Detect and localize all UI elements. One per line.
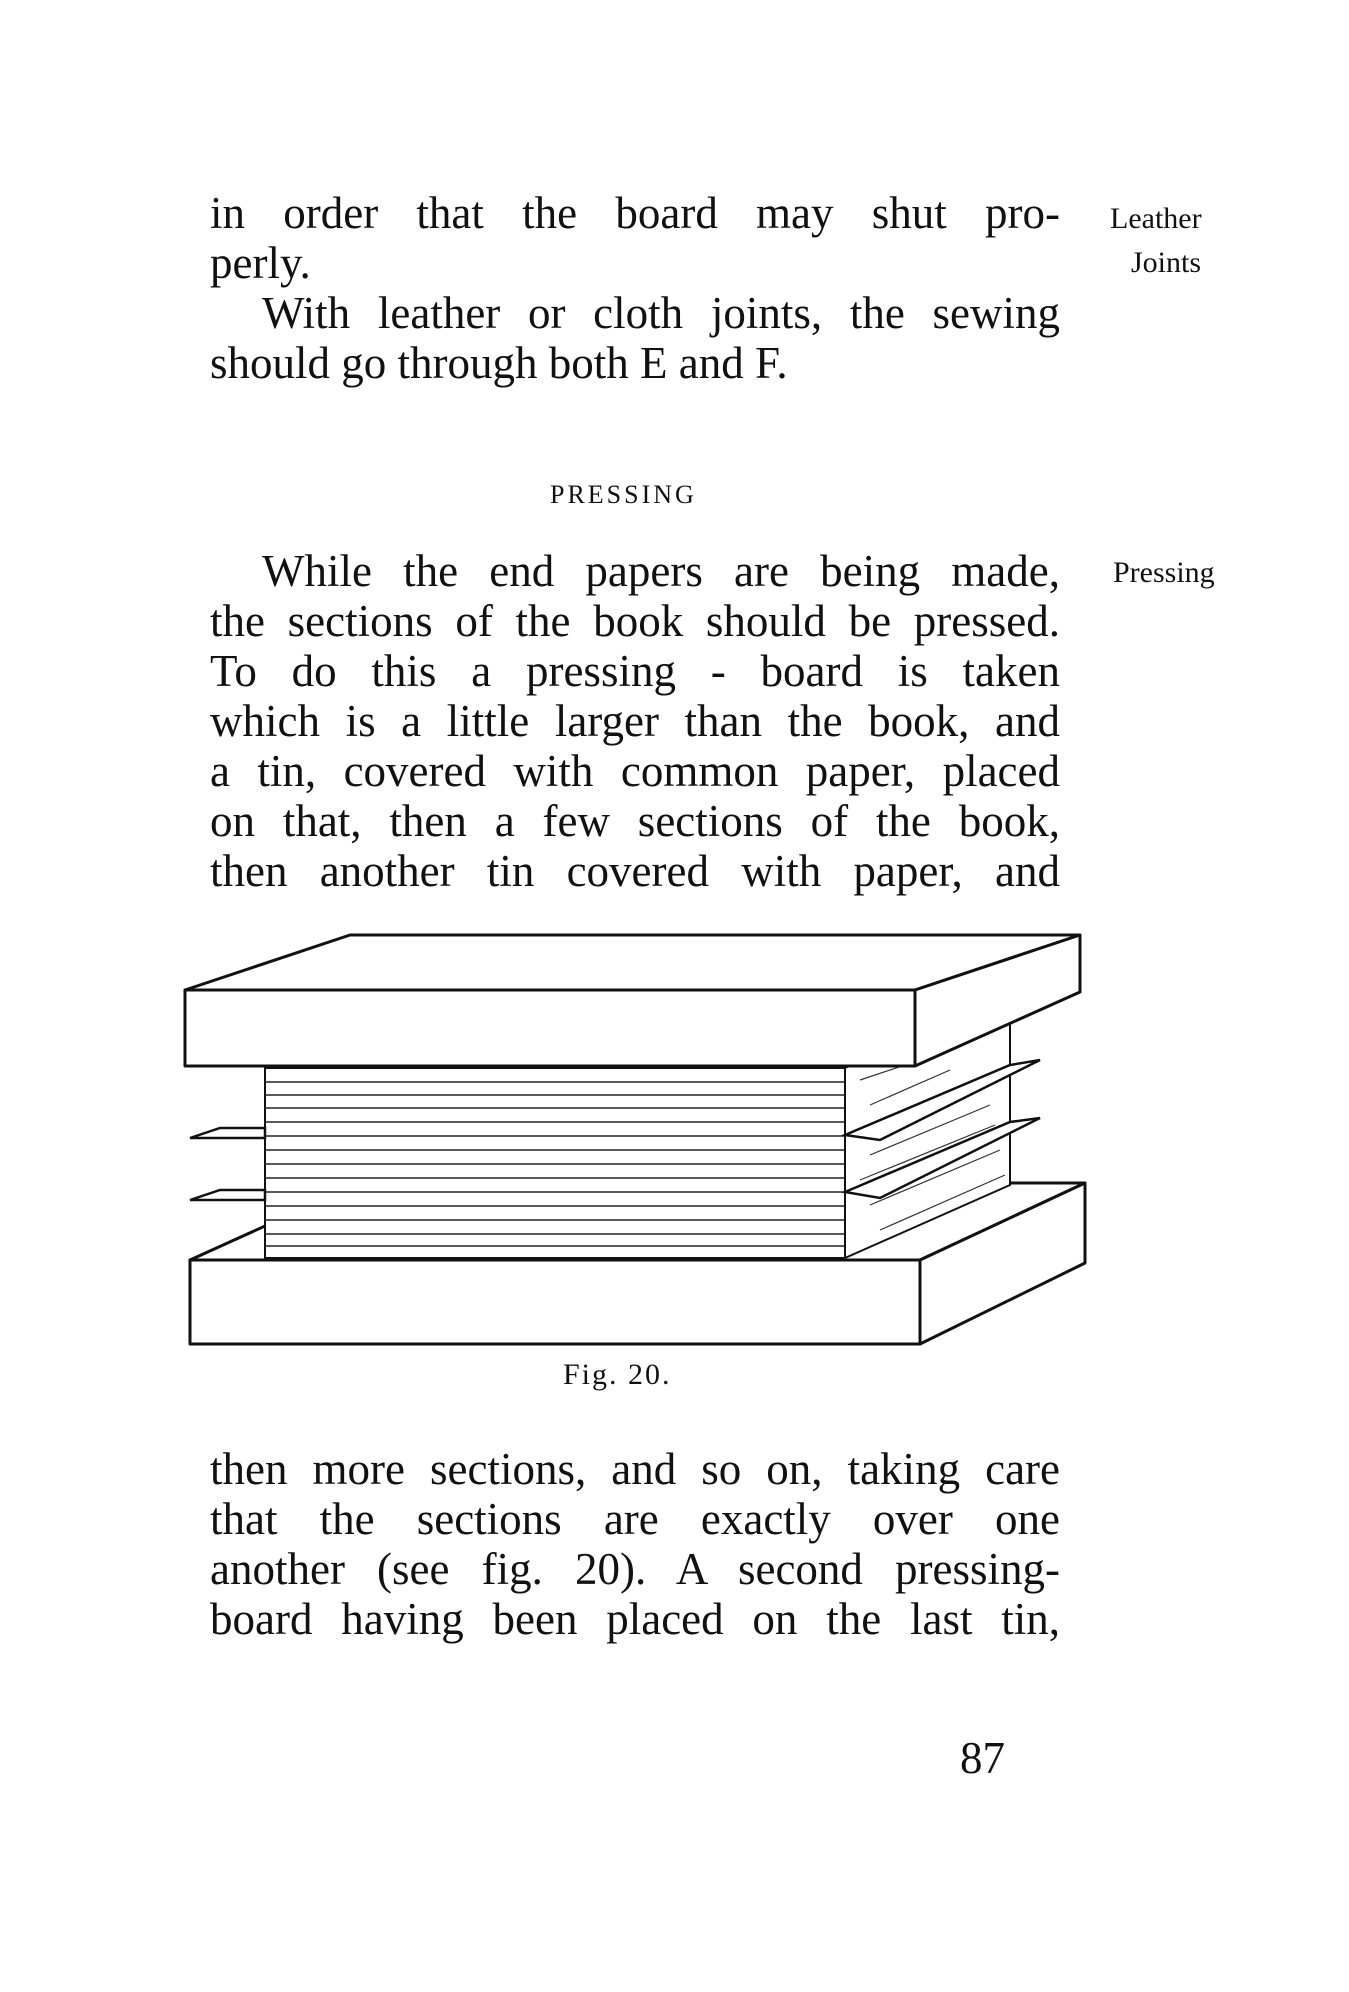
bottom-board-front — [190, 1260, 920, 1344]
text-line: which is a little larger than the book, and — [210, 696, 1060, 746]
text-line: on that, then a few sections of the book, — [210, 796, 1060, 846]
text-line: another (see fig. 20). A second pressing- — [210, 1544, 1060, 1594]
text-line: that the sections are exactly over one — [210, 1494, 1060, 1544]
text-line: board having been placed on the last tin, — [210, 1594, 1060, 1644]
text-line: then another tin covered with paper, and — [210, 846, 1060, 896]
text-line: a tin, covered with common paper, placed — [210, 746, 1060, 796]
text-line: the sections of the book should be pressed. — [210, 596, 1060, 646]
text-line: in order that the board may shut pro- — [210, 188, 1060, 238]
text-line: should go through both E and F. — [210, 338, 788, 388]
side-note-joints: Joints — [1131, 246, 1202, 279]
text-line: With leather or cloth joints, the sewing — [262, 288, 1060, 338]
side-note-pressing: Pressing — [1113, 556, 1215, 589]
section-heading: PRESSING — [550, 480, 697, 509]
sections-front — [265, 1068, 845, 1258]
pressing-boards-illustration — [180, 930, 1100, 1350]
text-line: then more sections, and so on, taking care — [210, 1444, 1060, 1494]
text-line: While the end papers are being made, — [262, 546, 1060, 596]
side-note-leather: Leather — [1110, 202, 1202, 235]
page-number: 87 — [960, 1733, 1005, 1783]
figure-caption: Fig. 20. — [563, 1358, 672, 1391]
top-board-front — [185, 990, 915, 1066]
text-line: To do this a pressing - board is taken — [210, 646, 1060, 696]
text-line: perly. — [210, 238, 311, 288]
